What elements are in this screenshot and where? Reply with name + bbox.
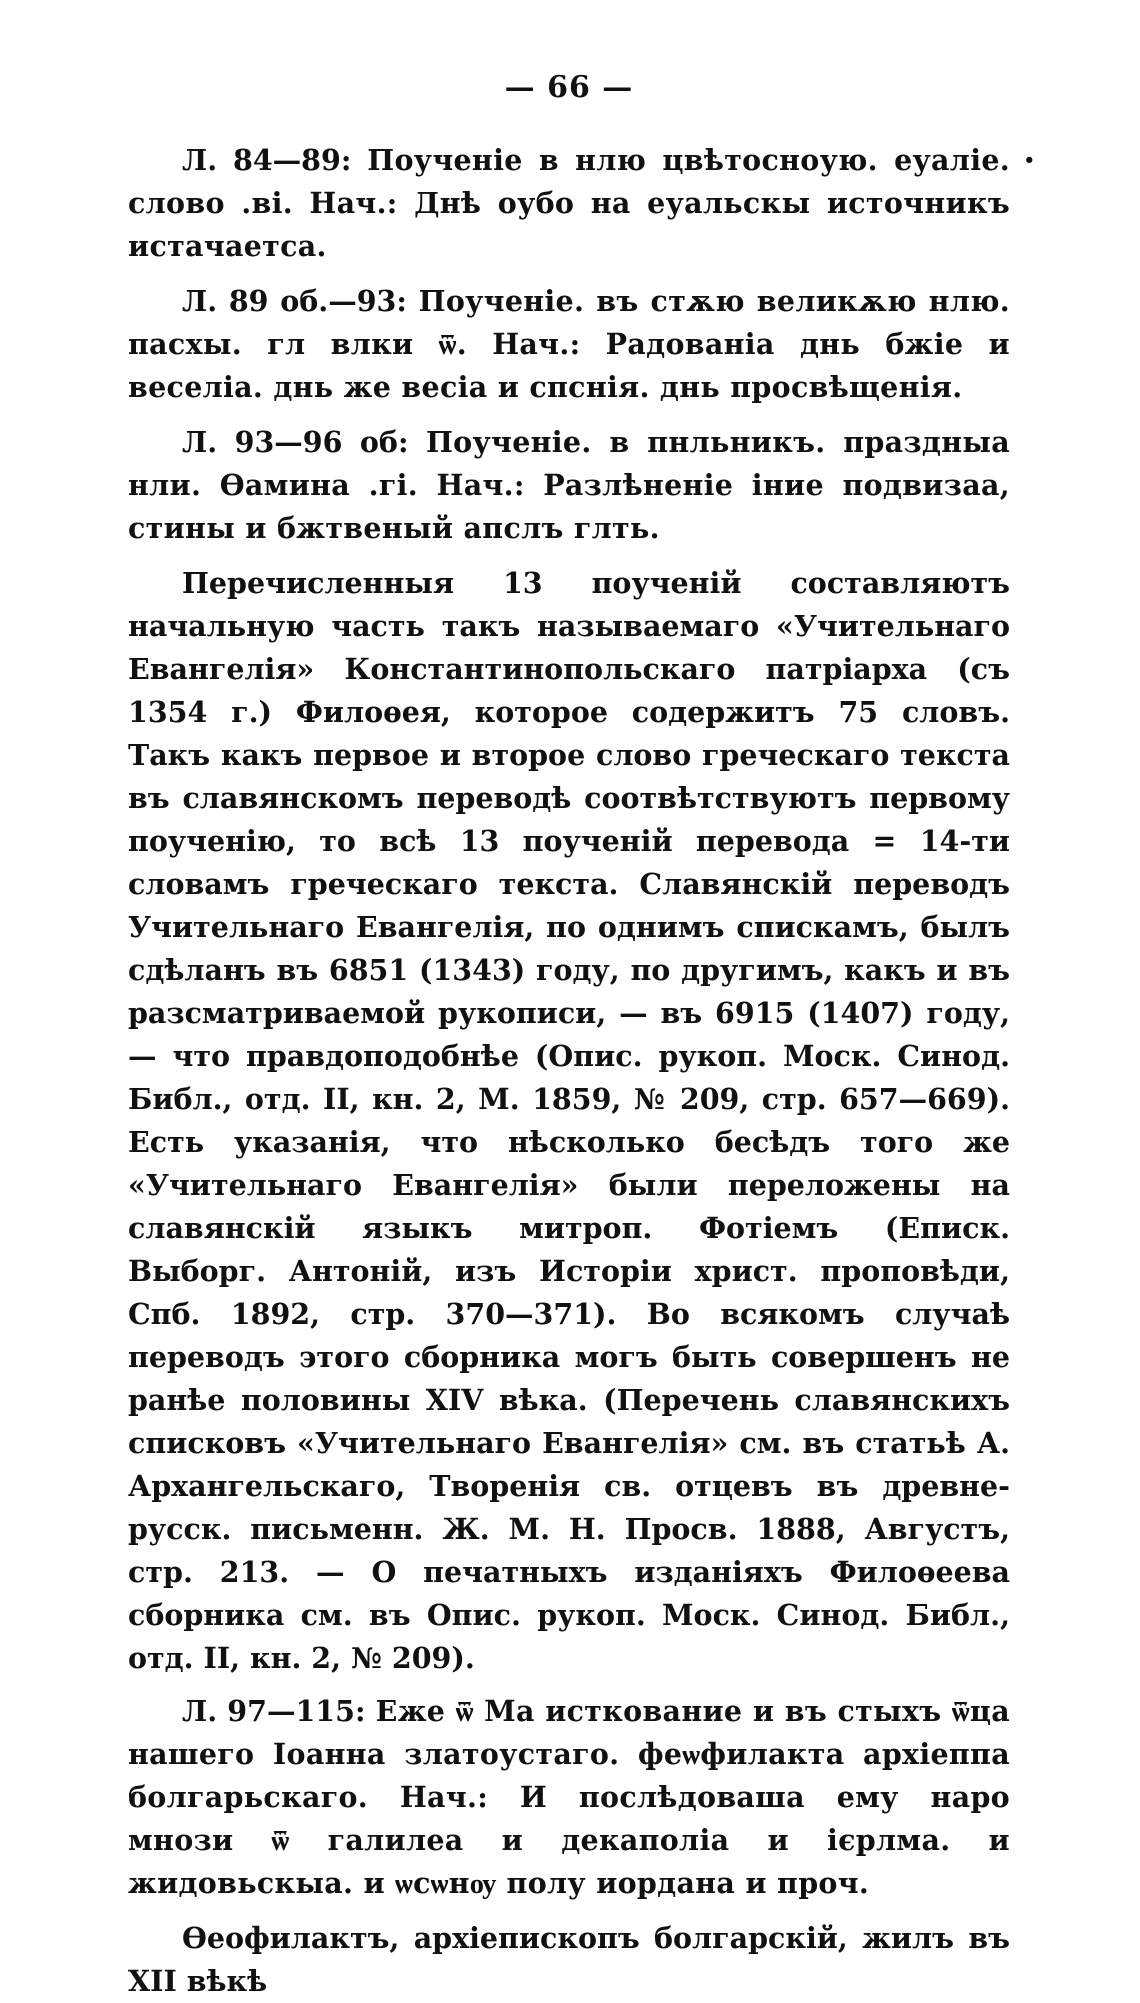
folio-reference: Л. 84—89: [182,143,352,177]
manuscript-entry-1 [128,139,1010,268]
manuscript-entry-3 [128,421,1010,550]
slavonic-incipit: Поученіе. в пнльникъ. праздныа нли. Ѳамина .гі. Нач.: Разлѣненіе іние подвизаа, стины и бжтвеный апслъ глть. [128,425,1010,545]
slavonic-incipit: Поученіе. въ стѫю великѫю нлю. пасхы. гл влки ѿ. Нач.: Радованіа днь бжіе и веселіа. днь же весіа и спснія. днь просвѣщенія. [128,284,1010,404]
slavonic-incipit: Поученіе в нлю цвѣтосноую. еуаліе. слово .ві. Нач.: Днѣ оубо на еуальскы источникъ истачаетса. [128,143,1010,263]
folio-reference: Л. 97—115: [182,1694,366,1728]
folio-reference: Л. 93—96 об: [182,425,409,459]
margin-mark: • [1023,150,1035,171]
slavonic-incipit: Еже ѿ Ма исткование и въ стыхъ ѿца нашего Іоанна златоустаго. феѡфилакта архіеппа болгарьскаго. Нач.: И послѣдоваша ему наро мнози ѿ галилеа и декаполіа и ієрлма. и жидовьскыа. и ѡсѡнѹ полу иордана и проч. [128,1694,1010,1900]
manuscript-entry-4 [128,1690,1010,1905]
folio-reference: Л. 89 об.—93: [182,284,407,318]
closing-paragraph: Ѳеофилактъ, архіепископъ болгарскій, жилъ въ XII вѣкѣ [128,1921,1010,1998]
commentary-paragraph: Перечисленныя 13 поученій составляютъ начальную часть такъ называемаго «Учительнаго Евангелія» Константинопольскаго патріарха (съ 1354 г.) Филоѳея, которое содержитъ 75 словъ. Такъ какъ первое и второе слово греческаго текста въ славянскомъ переводѣ соотвѣтствуютъ первому поученію, то всѣ 13 поученій перевода = 14-ти словамъ греческаго текста. Славянскій переводъ Учительнаго Евангелія, по однимъ спискамъ, былъ сдѣланъ въ 6851 (1343) году, по другимъ, какъ и въ разсматриваемой рукописи, — въ 6915 (1407) году, — что правдоподобнѣе (Опис. рукоп. Моск. Синод. Библ., отд. II, кн. 2, М. 1859, № 209, стр. 657—669). Есть указанія, что нѣсколько бесѣдъ того же «Учительнаго Евангелія» были переложены на славянскій языкъ митроп. Фотіемъ (Еписк. Выборг. Антоній, изъ Исторіи христ. проповѣди, Спб. 1892, стр. 370—371). Во всякомъ случаѣ переводъ этого сборника могъ быть совершенъ не ранѣе половины XIV вѣка. (Перечень славянскихъ списковъ «Учительнаго Евангелія» см. въ статьѣ А. Архангельскаго, Творенія св. отцевъ въ древне-русск. письменн. Ж. М. Н. Просв. 1888, Августъ, стр. 213. — О печатныхъ изданіяхъ Филоѳеева сборника см. въ Опис. рукоп. Моск. Синод. Библ., отд. II, кн. 2, № 209). [128,566,1010,1675]
page-number: — 66 — [504,70,634,105]
manuscript-entry-2 [128,280,1010,409]
